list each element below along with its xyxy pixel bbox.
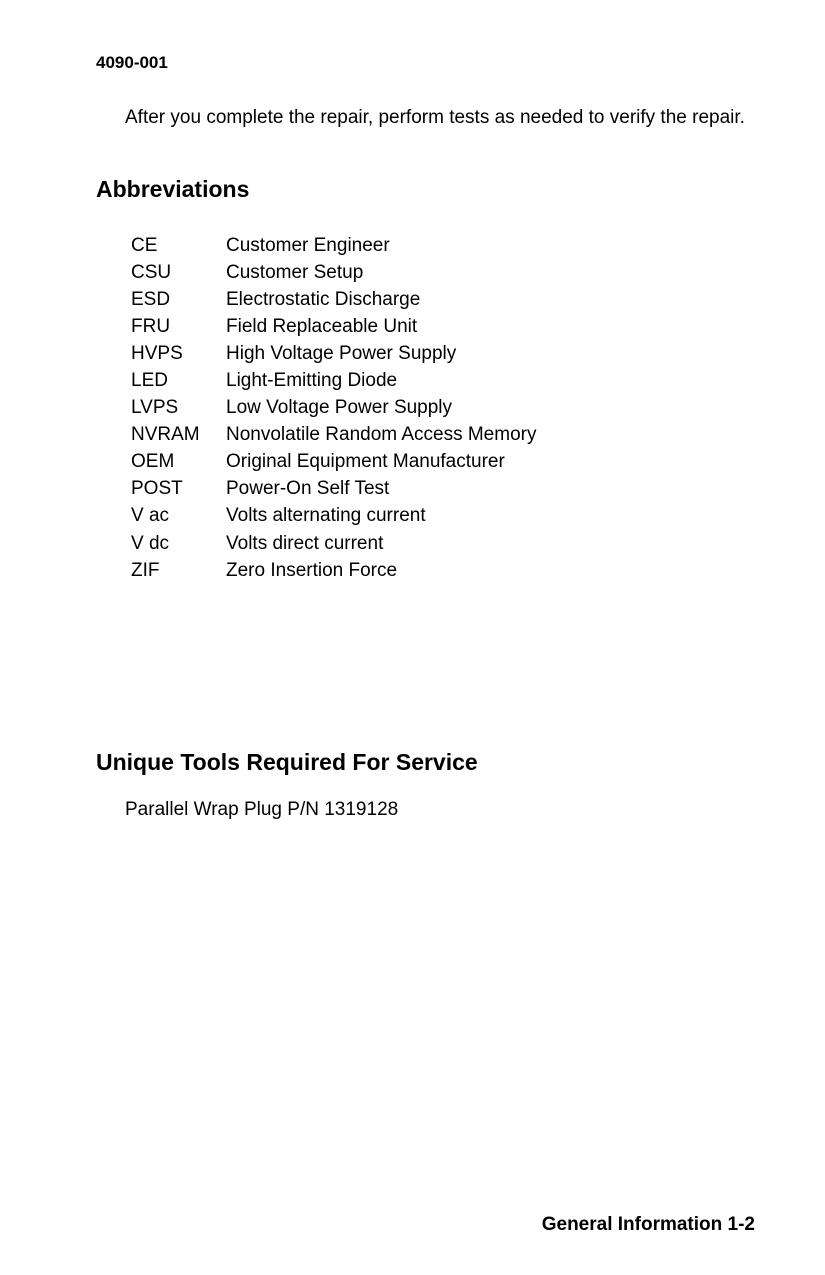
intro-paragraph: After you complete the repair, perform tests as needed to verify the repair. <box>125 107 745 128</box>
abbreviation-definition: Nonvolatile Random Access Memory <box>226 424 537 446</box>
abbreviation-row <box>131 259 536 286</box>
abbreviation-term: LVPS <box>131 397 179 419</box>
abbreviations-list <box>131 232 536 584</box>
page-footer: General Information 1-2 <box>541 1214 755 1235</box>
abbreviation-definition: Zero Insertion Force <box>226 559 398 581</box>
abbreviation-definition: Low Voltage Power Supply <box>226 397 453 419</box>
abbreviation-row <box>131 503 536 530</box>
abbreviation-row <box>131 557 536 584</box>
abbreviation-definition: Customer Setup <box>226 261 364 283</box>
abbreviation-row <box>131 232 536 259</box>
abbreviation-term: NVRAM <box>131 424 200 446</box>
abbreviation-term: OEM <box>131 451 175 473</box>
abbreviation-term: V ac <box>131 505 170 527</box>
abbreviation-term: POST <box>131 478 183 500</box>
abbreviation-row <box>131 422 536 449</box>
abbreviations-heading: Abbreviations <box>96 176 250 202</box>
abbreviation-row <box>131 395 536 422</box>
abbreviation-definition: Light-Emitting Diode <box>226 370 398 392</box>
abbreviation-definition: Original Equipment Manufacturer <box>226 451 505 473</box>
abbreviation-row <box>131 476 536 503</box>
abbreviation-row <box>131 367 536 394</box>
abbreviation-definition: Volts direct current <box>226 532 384 554</box>
abbreviation-term: FRU <box>131 315 171 337</box>
abbreviation-definition: Volts alternating current <box>226 505 426 527</box>
abbreviation-definition: Customer Engineer <box>226 234 390 256</box>
tools-heading: Unique Tools Required For Service <box>96 749 478 775</box>
abbreviation-row <box>131 530 536 557</box>
document-id: 4090-001 <box>96 53 168 72</box>
abbreviation-definition: Electrostatic Discharge <box>226 288 421 310</box>
abbreviation-definition: Field Replaceable Unit <box>226 315 418 337</box>
abbreviation-term: CSU <box>131 261 172 283</box>
abbreviation-definition: Power-On Self Test <box>226 478 390 500</box>
abbreviation-term: HVPS <box>131 342 183 364</box>
abbreviation-term: CE <box>131 234 158 256</box>
abbreviation-definition: High Voltage Power Supply <box>226 342 457 364</box>
abbreviation-row <box>131 340 536 367</box>
abbreviation-term: ESD <box>131 288 171 310</box>
abbreviation-term: ZIF <box>131 559 160 581</box>
abbreviation-term: LED <box>131 370 168 392</box>
abbreviation-term: V dc <box>131 532 170 554</box>
abbreviation-row <box>131 449 536 476</box>
abbreviation-row <box>131 313 536 340</box>
abbreviation-row <box>131 286 536 313</box>
tools-description: Parallel Wrap Plug P/N 1319128 <box>125 799 399 820</box>
